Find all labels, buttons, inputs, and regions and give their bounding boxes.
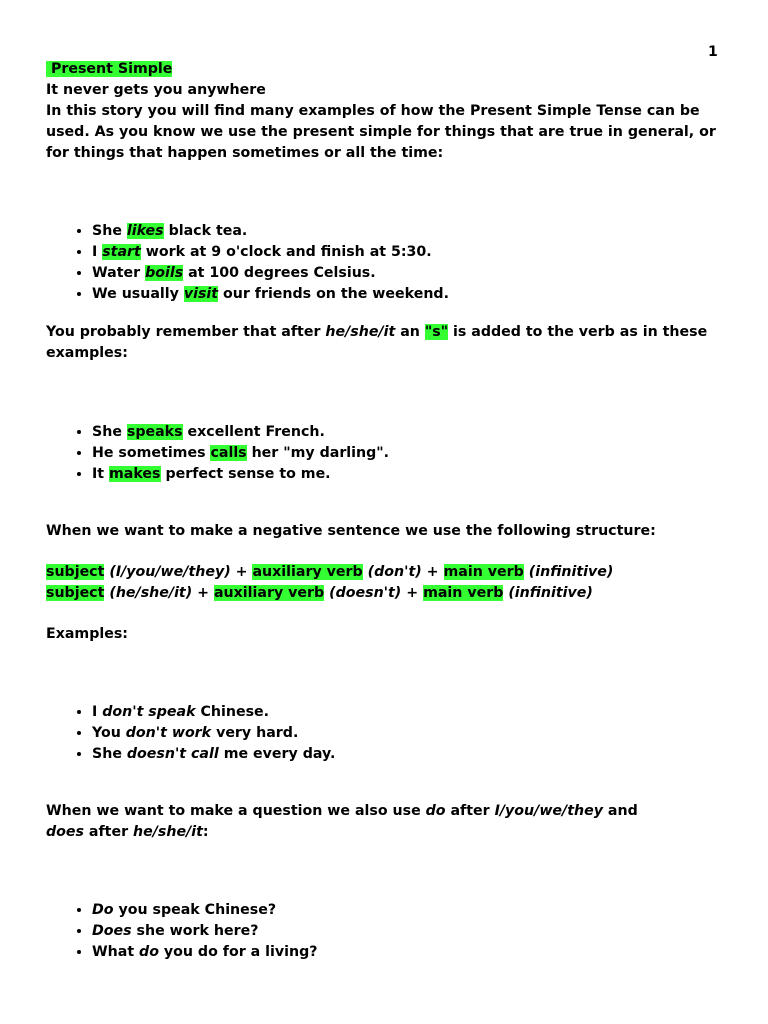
- structure-line: subject (I/you/we/they) + auxiliary verb (don't) + main verb (infinitive): [46, 564, 614, 580]
- example-list-2: [46, 422, 736, 485]
- list-item: • I don't speak Chinese.: [92, 702, 736, 723]
- question-paragraph: When we want to make a question we also use do after I/you/we/they and does after he/she/it:: [46, 803, 638, 840]
- subject-label: subject: [46, 564, 105, 580]
- highlighted-s: "s": [424, 324, 449, 340]
- list-item: • Water boils at 100 degrees Celsius.: [92, 263, 736, 284]
- pronouns: he/she/it: [325, 324, 396, 340]
- list-item: • What do you do for a living?: [92, 942, 736, 963]
- negative-intro: When we want to make a negative sentence we use the following structure:: [46, 523, 656, 539]
- page-number: 1: [708, 44, 718, 60]
- highlighted-verb: boils: [145, 265, 184, 281]
- negative-verb: don't speak: [102, 704, 196, 720]
- negative-verb: doesn't call: [126, 746, 219, 762]
- list-item: • She speaks excellent French.: [92, 422, 736, 443]
- document-body: [46, 59, 736, 963]
- highlighted-verb: visit: [183, 286, 219, 302]
- highlighted-verb: likes: [126, 223, 164, 239]
- examples-label: Examples:: [46, 626, 128, 642]
- highlighted-verb: speaks: [126, 424, 183, 440]
- example-list-4: [46, 900, 736, 963]
- subtitle: It never gets you anywhere: [46, 82, 266, 98]
- main-verb-label: main verb: [423, 585, 504, 601]
- list-item: • It makes perfect sense to me.: [92, 464, 736, 485]
- list-item: • I start work at 9 o'clock and finish at 5:30.: [92, 242, 736, 263]
- example-list-3: [46, 702, 736, 765]
- question-word: Does: [92, 923, 132, 939]
- intro-paragraph: In this story you will find many examples of how the Present Simple Tense can be used. As you know we use the present simple for things that are true in general, or for things that happen sometimes or all the time:: [46, 103, 716, 161]
- list-item: • You don't work very hard.: [92, 723, 736, 744]
- page-title: Present Simple: [46, 61, 172, 77]
- structure-line: subject (he/she/it) + auxiliary verb (doesn't) + main verb (infinitive): [46, 585, 593, 601]
- example-list-1: [46, 221, 736, 305]
- list-item: • Do you speak Chinese?: [92, 900, 736, 921]
- third-person-paragraph: You probably remember that after he/she/it an "s" is added to the verb as in these examples:: [46, 324, 708, 361]
- highlighted-verb: start: [102, 244, 141, 260]
- highlighted-verb: calls: [210, 445, 247, 461]
- negative-verb: don't work: [125, 725, 212, 741]
- main-verb-label: main verb: [443, 564, 524, 580]
- highlighted-verb: makes: [109, 466, 161, 482]
- subject-label: subject: [46, 585, 105, 601]
- question-word: do: [139, 944, 159, 960]
- auxiliary-label: auxiliary verb: [252, 564, 363, 580]
- list-item: • She doesn't call me every day.: [92, 744, 736, 765]
- list-item: • We usually visit our friends on the weekend.: [92, 284, 736, 305]
- list-item: • She likes black tea.: [92, 221, 736, 242]
- list-item: • He sometimes calls her "my darling".: [92, 443, 736, 464]
- list-item: • Does she work here?: [92, 921, 736, 942]
- title-line: [46, 59, 736, 80]
- auxiliary-label: auxiliary verb: [213, 585, 325, 601]
- question-word: Do: [92, 902, 114, 918]
